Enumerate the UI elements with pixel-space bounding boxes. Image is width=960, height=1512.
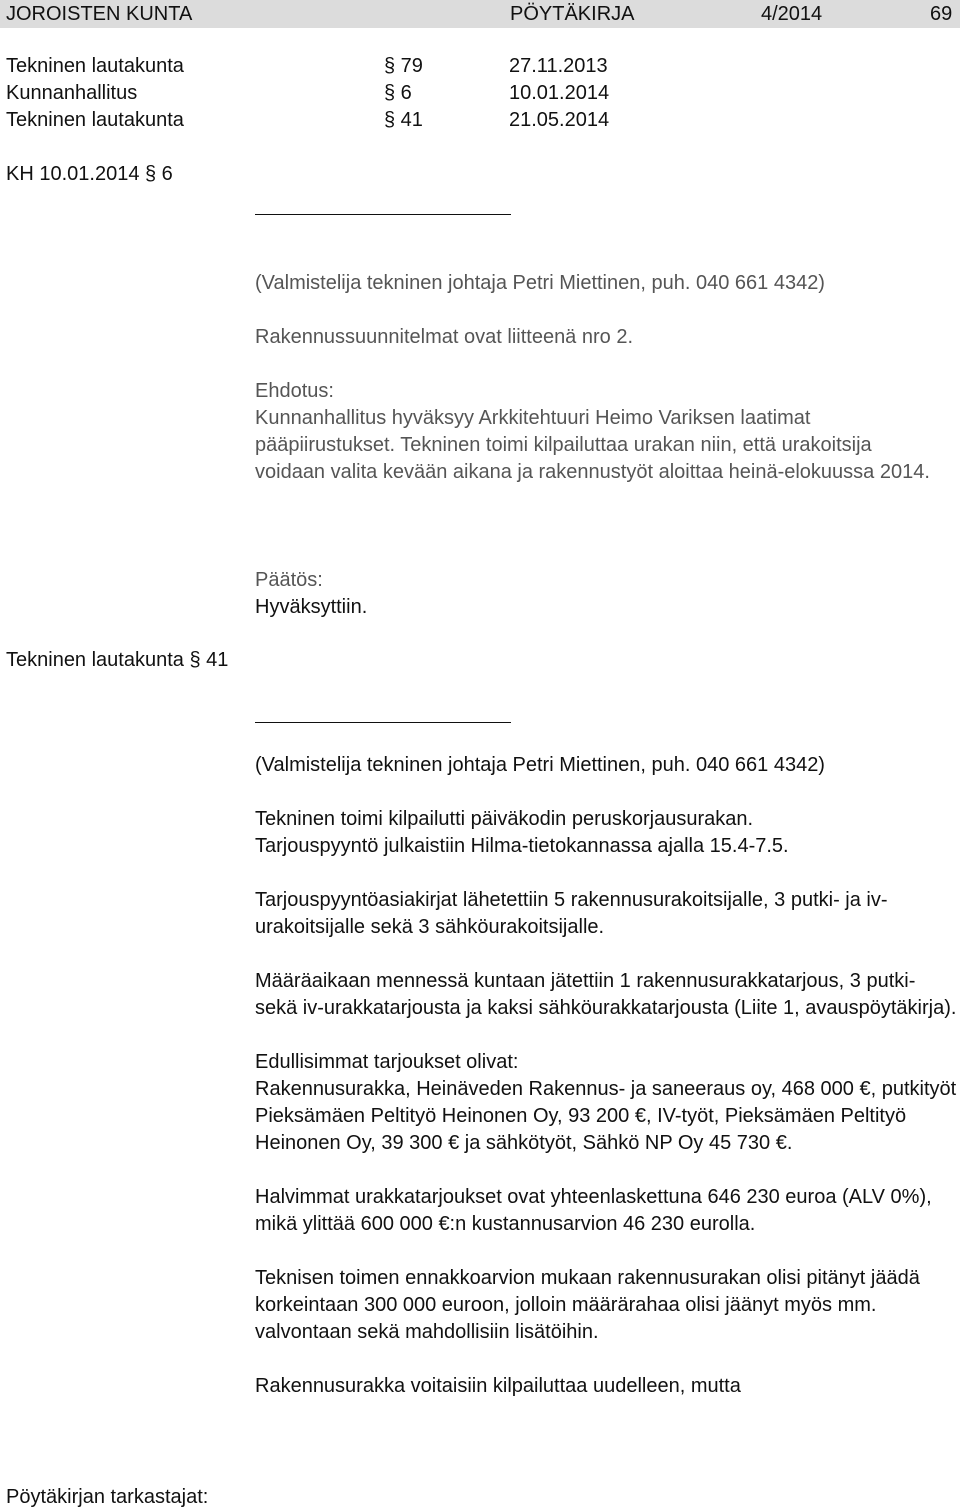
history-date: 21.05.2014 xyxy=(509,109,610,131)
decision-text: Hyväksyttiin. xyxy=(255,596,368,618)
preparer-line: (Valmistelija tekninen johtaja Petri Miettinen, puh. 040 661 4342) xyxy=(255,754,825,776)
history-row xyxy=(6,80,626,107)
history-body: Tekninen lautakunta xyxy=(6,109,184,131)
section-divider xyxy=(255,722,511,723)
section-divider xyxy=(255,214,511,215)
offers-label: Edullisimmat tarjoukset olivat: xyxy=(255,1051,519,1073)
paragraph: Rakennusurakka voitaisiin kilpailuttaa uudelleen, mutta xyxy=(255,1375,741,1397)
kh-section-body xyxy=(255,270,955,486)
proposal-label: Ehdotus: xyxy=(255,380,334,402)
offers-text: Rakennusurakka, Heinäveden Rakennus- ja saneeraus oy, 468 000 €, putkityöt Pieksämäen Peltityö Heinonen Oy, 93 200 €, IV-työt, Pieksämäen Peltityö Heinonen Oy, 39 300 € ja sähkötyöt, Sähkö NP Oy 45 730 €. xyxy=(255,1078,957,1154)
preparer-line: (Valmistelija tekninen johtaja Petri Miettinen, puh. 040 661 4342) xyxy=(255,272,825,294)
history-date: 27.11.2013 xyxy=(509,55,608,77)
proposal-text: Kunnanhallitus hyväksyy Arkkitehtuuri Heimo Variksen laatimat pääpiirustukset. Tekninen toimi kilpailuttaa urakan niin, että urakoitsija voidaan valita kevään aikana ja rakennustyöt aloittaa heinä-elokuussa 2014. xyxy=(255,407,930,483)
decision-label: Päätös: xyxy=(255,569,323,591)
page-number: 69 xyxy=(930,3,953,25)
page-footer: Pöytäkirjan tarkastajat: xyxy=(6,1486,209,1508)
history-section: § 6 xyxy=(384,82,412,104)
tl-section-body xyxy=(255,752,955,1400)
history-section: § 41 xyxy=(384,109,423,131)
attachment-note: Rakennussuunnitelmat ovat liitteenä nro 2. xyxy=(255,326,634,348)
tl-section-heading: Tekninen lautakunta § 41 xyxy=(6,649,229,671)
history-date: 10.01.2014 xyxy=(509,82,610,104)
history-section: § 79 xyxy=(384,55,423,77)
document-header xyxy=(0,0,960,28)
history-row xyxy=(6,53,626,80)
paragraph: Tarjouspyyntöasiakirjat lähetettiin 5 rakennusurakoitsijalle, 3 putki- ja iv-urakoitsijalle sekä 3 sähköurakoitsijalle. xyxy=(255,889,888,938)
kh-section-heading: KH 10.01.2014 § 6 xyxy=(6,163,173,185)
paragraph: Määräaikaan mennessä kuntaan jätettiin 1 rakennusurakkatarjous, 3 putki- sekä iv-urakkatarjousta ja kaksi sähköurakkatarjousta (Liite 1, avauspöytäkirja). xyxy=(255,970,957,1019)
history-body: Tekninen lautakunta xyxy=(6,55,184,77)
org-name: JOROISTEN KUNTA xyxy=(6,3,193,25)
paragraph: Teknisen toimen ennakkoarvion mukaan rakennusurakan olisi pitänyt jäädä korkeintaan 300 000 euroon, jolloin määrärahaa olisi jäänyt myös mm. valvontaan sekä mahdollisiin lisätöihin. xyxy=(255,1267,920,1343)
history-body: Kunnanhallitus xyxy=(6,82,138,104)
doc-number: 4/2014 xyxy=(761,3,823,25)
paragraph: Halvimmat urakkatarjoukset ovat yhteenlaskettuna 646 230 euroa (ALV 0%), mikä ylittää 600 000 €:n kustannusarvion 46 230 eurolla. xyxy=(255,1186,932,1235)
history-row xyxy=(6,107,626,134)
paragraph: Tekninen toimi kilpailutti päiväkodin peruskorjausurakan. Tarjouspyyntö julkaistiin Hilma-tietokannassa ajalla 15.4-7.5. xyxy=(255,808,789,857)
doc-type: PÖYTÄKIRJA xyxy=(510,3,635,25)
kh-decision xyxy=(255,567,955,621)
